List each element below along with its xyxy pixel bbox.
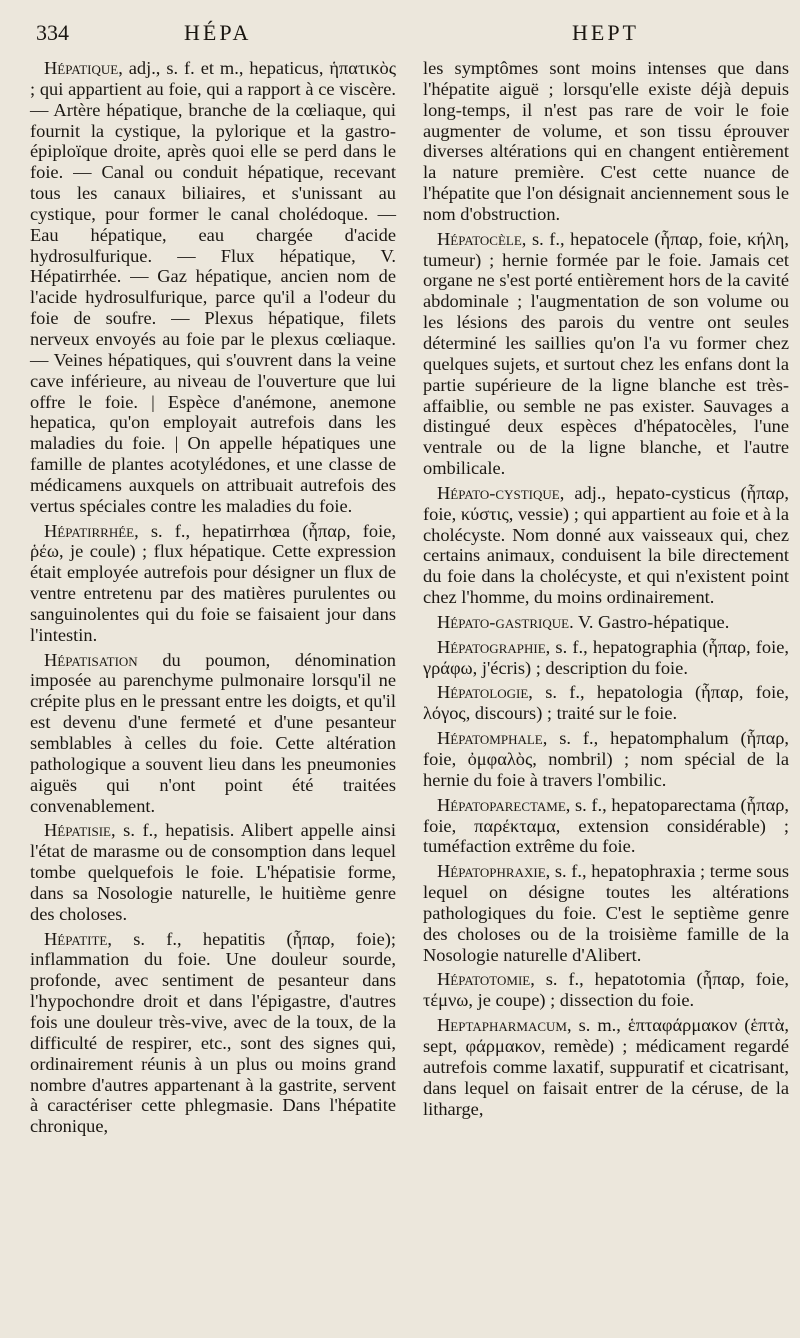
entry (423, 728, 789, 791)
entry-text: , s. f., hepatoparectama (ἧπαρ, foie, παρέκταμα, extension considérable) ; tuméfaction extrême du foie. (423, 794, 789, 857)
entry (423, 861, 789, 965)
entry-text: , s. f., hepatirrhœa (ἧπαρ, foie, ῥέω, je coule) ; flux hépatique. Cette expression était employée autrefois pour désigner un flux de ventre entretenu par des matières purulentes ou sanguinolentes qui du foie se faisaient jour dans l'intestin. (30, 520, 396, 645)
entry (423, 229, 789, 479)
entry-text: , s. f., hepatitis (ἧπαρ, foie); inflammation du foie. Une douleur sourde, profonde, avec sentiment de pesanteur dans l'hypochondre droit et dans l'épigastre, d'autres fois une douleur très-vive, avec de la toux, de la difficulté de respirer, etc., sont des signes qui, ordinairement réunis à un plus ou moins grand nombre d'autres appartenant à la gastrite, servent à caractériser cette phlegmasie. Dans l'hépatite chronique, (30, 928, 396, 1137)
entry-text: , s. f., hepatologia (ἧπαρ, foie, λόγος, discours) ; traité sur le foie. (423, 682, 789, 724)
entry (30, 650, 396, 817)
entry-headword: Hépatisation (44, 649, 138, 670)
entry-headword: Hépato-gastrique (437, 611, 570, 632)
entry-continuation (423, 58, 789, 225)
page-header (0, 20, 800, 50)
entry-headword: Hépatographie (437, 636, 546, 657)
page-number: 334 (36, 20, 69, 45)
entry (30, 521, 396, 646)
entry (423, 612, 789, 633)
entry-text: , s. m., ἑπταφάρμακον (ἑπτὰ, sept, φάρμακον, remède) ; médicament regardé autrefois comme laxatif, suppuratif et cicatrisant, dans lequel on faisait entrer de la céruse, de la litharge, (423, 1015, 789, 1119)
entry-headword: Heptapharmacum (437, 1015, 567, 1036)
entry-text: , s. f., hepatisis. Alibert appelle ainsi l'état de marasme ou de consomption dans lequel tombe quelquefois le foie. L'hépatisie forme, dans sa Nosologie naturelle, le huitième genre des choloses. (30, 820, 396, 924)
entry (423, 483, 789, 608)
entry-text: du poumon, dénomination imposée au parenchyme pulmonaire lorsqu'il ne crépite plus en le pressant entre les doigts, et qu'il est devenu d'une fermeté et d'une pesanteur semblables à celles du foie. Cette altération pathologique a souvent lieu dans les pneumonies aiguës qui n'ont point été traitées convenablement. (30, 649, 396, 816)
entry (423, 682, 789, 724)
entry-text: les symptômes sont moins intenses que dans l'hépatite aiguë ; lorsqu'elle existe déjà depuis long-temps, il n'est pas rare de voir le foie augmenter de volume, et son tissu éprouver diverses altérations qui en changent entièrement la nature première. C'est cette nuance de l'hépatite que l'on désignait anciennement sous le nom d'obstruction. (423, 58, 789, 224)
entry (423, 637, 789, 679)
entry (423, 795, 789, 858)
entry-headword: Hépatite (44, 928, 108, 949)
entry-text: , s. f., hepatotomia (ἧπαρ, foie, τέμνω, je coupe) ; dissection du foie. (423, 969, 789, 1011)
entry (30, 929, 396, 1137)
entry-text: , s. f., hepatomphalum (ἧπαρ, foie, ὀμφαλὸς, nombril) ; nom spécial de la hernie du foie à travers l'ombilic. (423, 728, 789, 790)
entry-text: . V. Gastro-hépatique. (569, 611, 730, 632)
entry-text: , s. f., hepatocele (ἧπαρ, foie, κήλη, tumeur) ; hernie formée par le foie. Jamais cet organe ne s'est porté entièrement hors de la cavité abdominale ; l'augmentation de son volume ou les lésions des parois du ventre ont seules déterminé les saillies qu'on l'a vu former chez quelques sujets, et surtout chez les enfans dont la partie supérieure de la ligne blanche est très-affaiblie, ou semble ne pas exister. Sauvages a distingué deux espèces d'hépatocèles, l'une ventrale ou de la ligne blanche, et l'autre ombilicale. (423, 228, 789, 479)
running-head-left: HÉPA (184, 20, 252, 45)
entry-headword: Hépatomphale (437, 728, 543, 749)
right-column (423, 58, 789, 1123)
entry (423, 1015, 789, 1119)
entry (30, 820, 396, 924)
entry-headword: Hépatologie (437, 682, 529, 703)
entry-headword: Hépatirrhée (44, 520, 135, 541)
running-head-right: HEPT (572, 20, 639, 45)
entry-text: , s. f., hepatophraxia ; terme sous lequel on désigne toutes les altérations pathologiques du foie. C'est le septième genre des choloses ou de la troisième famille de la Nosologie naturelle d'Alibert. (423, 861, 789, 965)
entry-headword: Hépatotomie (437, 969, 531, 990)
entry-headword: Hépatophraxie (437, 861, 546, 882)
entry-text: , adj., hepato-cysticus (ἧπαρ, foie, κύστις, vessie) ; qui appartient au foie et à la cholécyste. Nom donné aux vaisseaux qui, chez certains animaux, conduisent la bile directement du foie dans la cholécyste, et qui n'existent point chez l'homme, du moins ordinairement. (423, 482, 789, 608)
entry-text: , adj., s. f. et m., hepaticus, ἡπατικὸς ; qui appartient au foie, qui a rapport à ce viscère. — Artère hépatique, branche de la cœliaque, qui fournit la cystique, la pylorique et la gastro-épiploïque droite, après quoi elle se perd dans le foie. — Canal ou conduit hépatique, recevant tous les canaux biliaires, et s'unissant au cystique, pour former le canal cholédoque. — Eau hépatique, eau chargée d'acide hydrosulfurique. — Flux hépatique, V. Hépatirrhée. — Gaz hépatique, ancien nom de l'acide hydrosulfurique, parce qu'il a l'odeur du foie de soufre. — Plexus hépatique, filets nerveux envoyés au foie par le plexus cœliaque. — Veines hépatiques, qui s'ouvrent dans la veine cave inférieure, au niveau de l'ouverture que lui offre le foie. | Espèce d'anémone, anemone hepatica, qu'on employait autrefois dans les maladies du foie. | On appelle hépatiques une famille de plantes acotylédones, et une classe de médicamens auxquels on attribuait autrefois des vertus spéciales contre les maladies du foie. (30, 58, 396, 516)
entry-headword: Hépatoparectame (437, 794, 566, 815)
entry-headword: Hépato-cystique (437, 482, 560, 503)
entry-text: , s. f., hepatographia (ἧπαρ, foie, γράφω, j'écris) ; description du foie. (423, 636, 789, 678)
entry-headword: Hépatocèle (437, 228, 522, 249)
entry-headword: Hépatisie (44, 820, 111, 841)
left-column (30, 58, 396, 1141)
entry (423, 969, 789, 1011)
entry-headword: Hépatique (44, 58, 119, 78)
entry (30, 58, 396, 517)
